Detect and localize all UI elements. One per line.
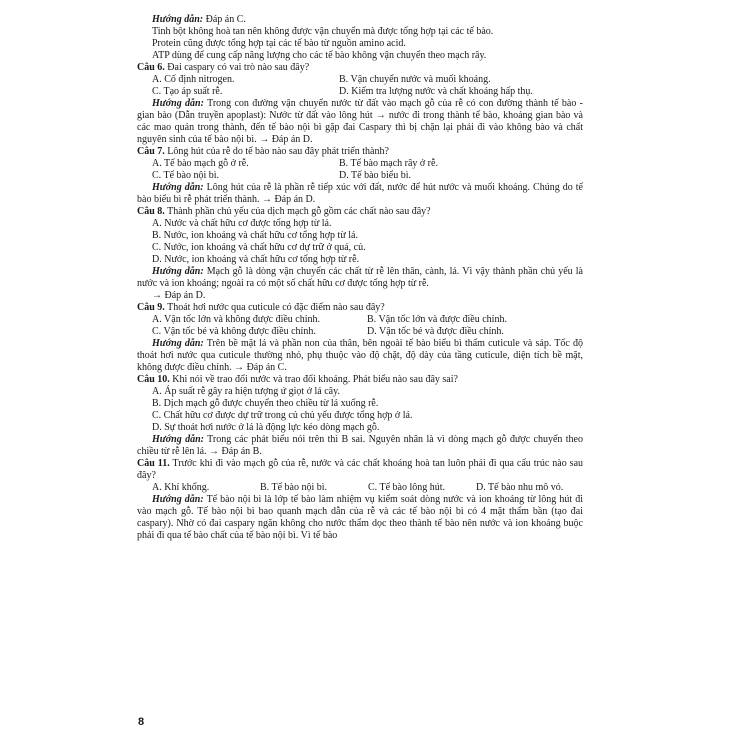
text-column	[137, 14, 583, 542]
option-c: C. Tế bào lông hút.	[368, 482, 446, 493]
question-label: Câu 9.	[137, 302, 165, 313]
guide-text: Trong con đường vận chuyển nước từ đất vào mạch gỗ của rễ có con đường thành tế bào - gian bào (Dẫn truyền apoplast): Nước từ đất vào lông hút → nước đi trong thành tế bào, khoảng gian bào và các mao quản trong thành, đến tế bào nội bì gặp đai Caspary thì bị chặn lại phải đi vào không bào và chất nguyên sinh của tế bào nội bì. → Đáp án D.	[137, 98, 583, 145]
question-text: Trước khi đi vào mạch gỗ của rễ, nước và các chất khoáng hoà tan luôn phải đi qua cấu trúc nào sau đây?	[137, 458, 584, 481]
question-8	[137, 206, 583, 218]
question-10	[137, 374, 583, 386]
question-label: Câu 7.	[137, 146, 165, 157]
guide-6	[137, 98, 583, 146]
guide-label: Hướng dẫn:	[152, 14, 204, 25]
guide-text: Mạch gỗ là dòng vận chuyển các chất từ rễ lên thân, cành, lá. Vì vậy thành phần chủ yếu là nước và ion khoáng; ngoài ra có một số chất hữu cơ được tổng hợp từ rễ.	[137, 266, 583, 289]
question-text: Khi nói về trao đổi nước và trao đổi khoáng. Phát biểu nào sau đây sai?	[169, 374, 458, 385]
option-a: A. Khí khổng.	[152, 482, 210, 493]
option-b: B. Dịch mạch gỗ được chuyển theo chiều từ lá xuống rễ.	[152, 398, 379, 409]
option-b: B. Tế bào mạch rây ở rễ.	[339, 158, 438, 169]
option-b: B. Nước, ion khoáng và chất hữu cơ tổng hợp từ lá.	[152, 230, 358, 241]
options-row	[137, 170, 583, 182]
guide-label: Hướng dẫn:	[152, 494, 204, 505]
option-d: D. Tế bào nhu mô vỏ.	[476, 482, 564, 493]
options-row	[137, 326, 583, 338]
guide-label: Hướng dẫn:	[152, 338, 204, 349]
question-text: Đai caspary có vai trò nào sau đây?	[164, 62, 310, 73]
guide-11	[137, 494, 583, 542]
question-text: Lông hút của rễ do tế bào nào sau đây phát triển thành?	[164, 146, 389, 157]
options-row	[137, 74, 583, 86]
option-b: B. Tế bào nội bì.	[260, 482, 328, 493]
option-d: D. Kiểm tra lượng nước và chất khoáng hấp thụ.	[339, 86, 533, 97]
guide-text: Tế bào nội bì là lớp tế bào làm nhiệm vụ kiểm soát dòng nước và ion khoáng từ lông hút đi vào mạch gỗ. Tế bào nội bì bao quanh mạch dẫn của rễ và các tế bào nội bì có 4 mặt thấm bần (tạo đai caspary). Nhờ có đai caspary ngăn không cho nước thẩm dọc theo thành tế bào nên nước và ion khoáng buộc phải đi qua tế bào chất của tế bào nội bì. Vì tế bào	[137, 494, 583, 541]
question-11	[137, 458, 583, 482]
option-a: A. Nước và chất hữu cơ được tổng hợp từ lá.	[152, 218, 332, 229]
option-a: A. Cố định nitrogen.	[152, 74, 235, 85]
option-a: A. Tế bào mạch gỗ ở rễ.	[152, 158, 249, 169]
guide-8	[137, 266, 583, 290]
question-label: Câu 11.	[137, 458, 170, 469]
guide-7	[137, 182, 583, 206]
question-6	[137, 62, 583, 74]
guide-text: Lông hút của rễ là phần rễ tiếp xúc với đất, nước để hút nước và muối khoáng. Chúng do tế bào biểu bì rễ phát triển thành. → Đáp án D.	[137, 182, 583, 205]
option-d: D. Sự thoát hơi nước ở lá là động lực kéo dòng mạch gỗ.	[152, 422, 380, 433]
prev-line: Tinh bột không hoà tan nên không được vận chuyển mà được tổng hợp tại các tế bào.	[152, 26, 494, 37]
guide-label: Hướng dẫn:	[152, 182, 204, 193]
options-row	[137, 482, 583, 494]
option-d: D. Tế bào biểu bì.	[339, 170, 412, 181]
option-a: A. Áp suất rễ gây ra hiện tượng ứ giọt ở lá cây.	[152, 386, 340, 397]
guide-9	[137, 338, 583, 374]
guide-10	[137, 434, 583, 458]
option-c: C. Tế bào nội bì.	[152, 170, 220, 181]
option-a: A. Vận tốc lớn và không được điều chỉnh.	[152, 314, 321, 325]
answer-8: → Đáp án D.	[152, 290, 206, 301]
guide-label: Hướng dẫn:	[152, 266, 204, 277]
option-c: C. Vận tốc bé và không được điều chỉnh.	[152, 326, 316, 337]
guide-text: Trong các phát biểu nói trên thì B sai. Nguyên nhân là vì dòng mạch gỗ được chuyển theo chiều từ rễ lên lá. → Đáp án B.	[137, 434, 583, 457]
option-d: D. Vận tốc bé và được điều chỉnh.	[367, 326, 504, 337]
options-row	[137, 158, 583, 170]
option-c: C. Nước, ion khoáng và chất hữu cơ dự trữ ở quả, củ.	[152, 242, 366, 253]
question-label: Câu 8.	[137, 206, 165, 217]
option-b: B. Vận tốc lớn và được điều chỉnh.	[367, 314, 507, 325]
options-row	[137, 86, 583, 98]
guide-label: Hướng dẫn:	[152, 434, 204, 445]
option-d: D. Nước, ion khoáng và chất hữu cơ tổng hợp từ rễ.	[152, 254, 360, 265]
question-7	[137, 146, 583, 158]
question-text: Thành phần chủ yếu của dịch mạch gỗ gồm các chất nào sau đây?	[164, 206, 431, 217]
question-label: Câu 6.	[137, 62, 165, 73]
question-text: Thoát hơi nước qua cuticule có đặc điểm nào sau đây?	[164, 302, 385, 313]
prev-line: ATP dùng để cung cấp năng lượng cho các tế bào không vận chuyển theo mạch rây.	[152, 50, 487, 61]
option-b: B. Vận chuyển nước và muối khoáng.	[339, 74, 491, 85]
question-label: Câu 10.	[137, 374, 170, 385]
option-c: C. Chất hữu cơ được dự trữ trong củ chủ yếu được tổng hợp ở lá.	[152, 410, 413, 421]
page-number: 8	[138, 716, 145, 728]
guide-label: Hướng dẫn:	[152, 98, 204, 109]
guide-text: Trên bề mặt lá và phần non của thân, bên ngoài tế bào biểu bì thấm cuticule và sáp. Tốc độ thoát hơi nước qua cuticule thường nhỏ, phụ thuộc vào độ chặt, độ dày của tầng cuticule, diện tích bề mặt, không được điều chỉnh. → Đáp án C.	[137, 338, 583, 373]
prev-guide	[137, 14, 583, 26]
options-row	[137, 314, 583, 326]
prev-line: Protein cũng được tổng hợp tại các tế bào từ nguồn amino acid.	[152, 38, 406, 49]
option-c: C. Tạo áp suất rễ.	[152, 86, 223, 97]
guide-text: Đáp án C.	[203, 14, 246, 25]
question-9	[137, 302, 583, 314]
